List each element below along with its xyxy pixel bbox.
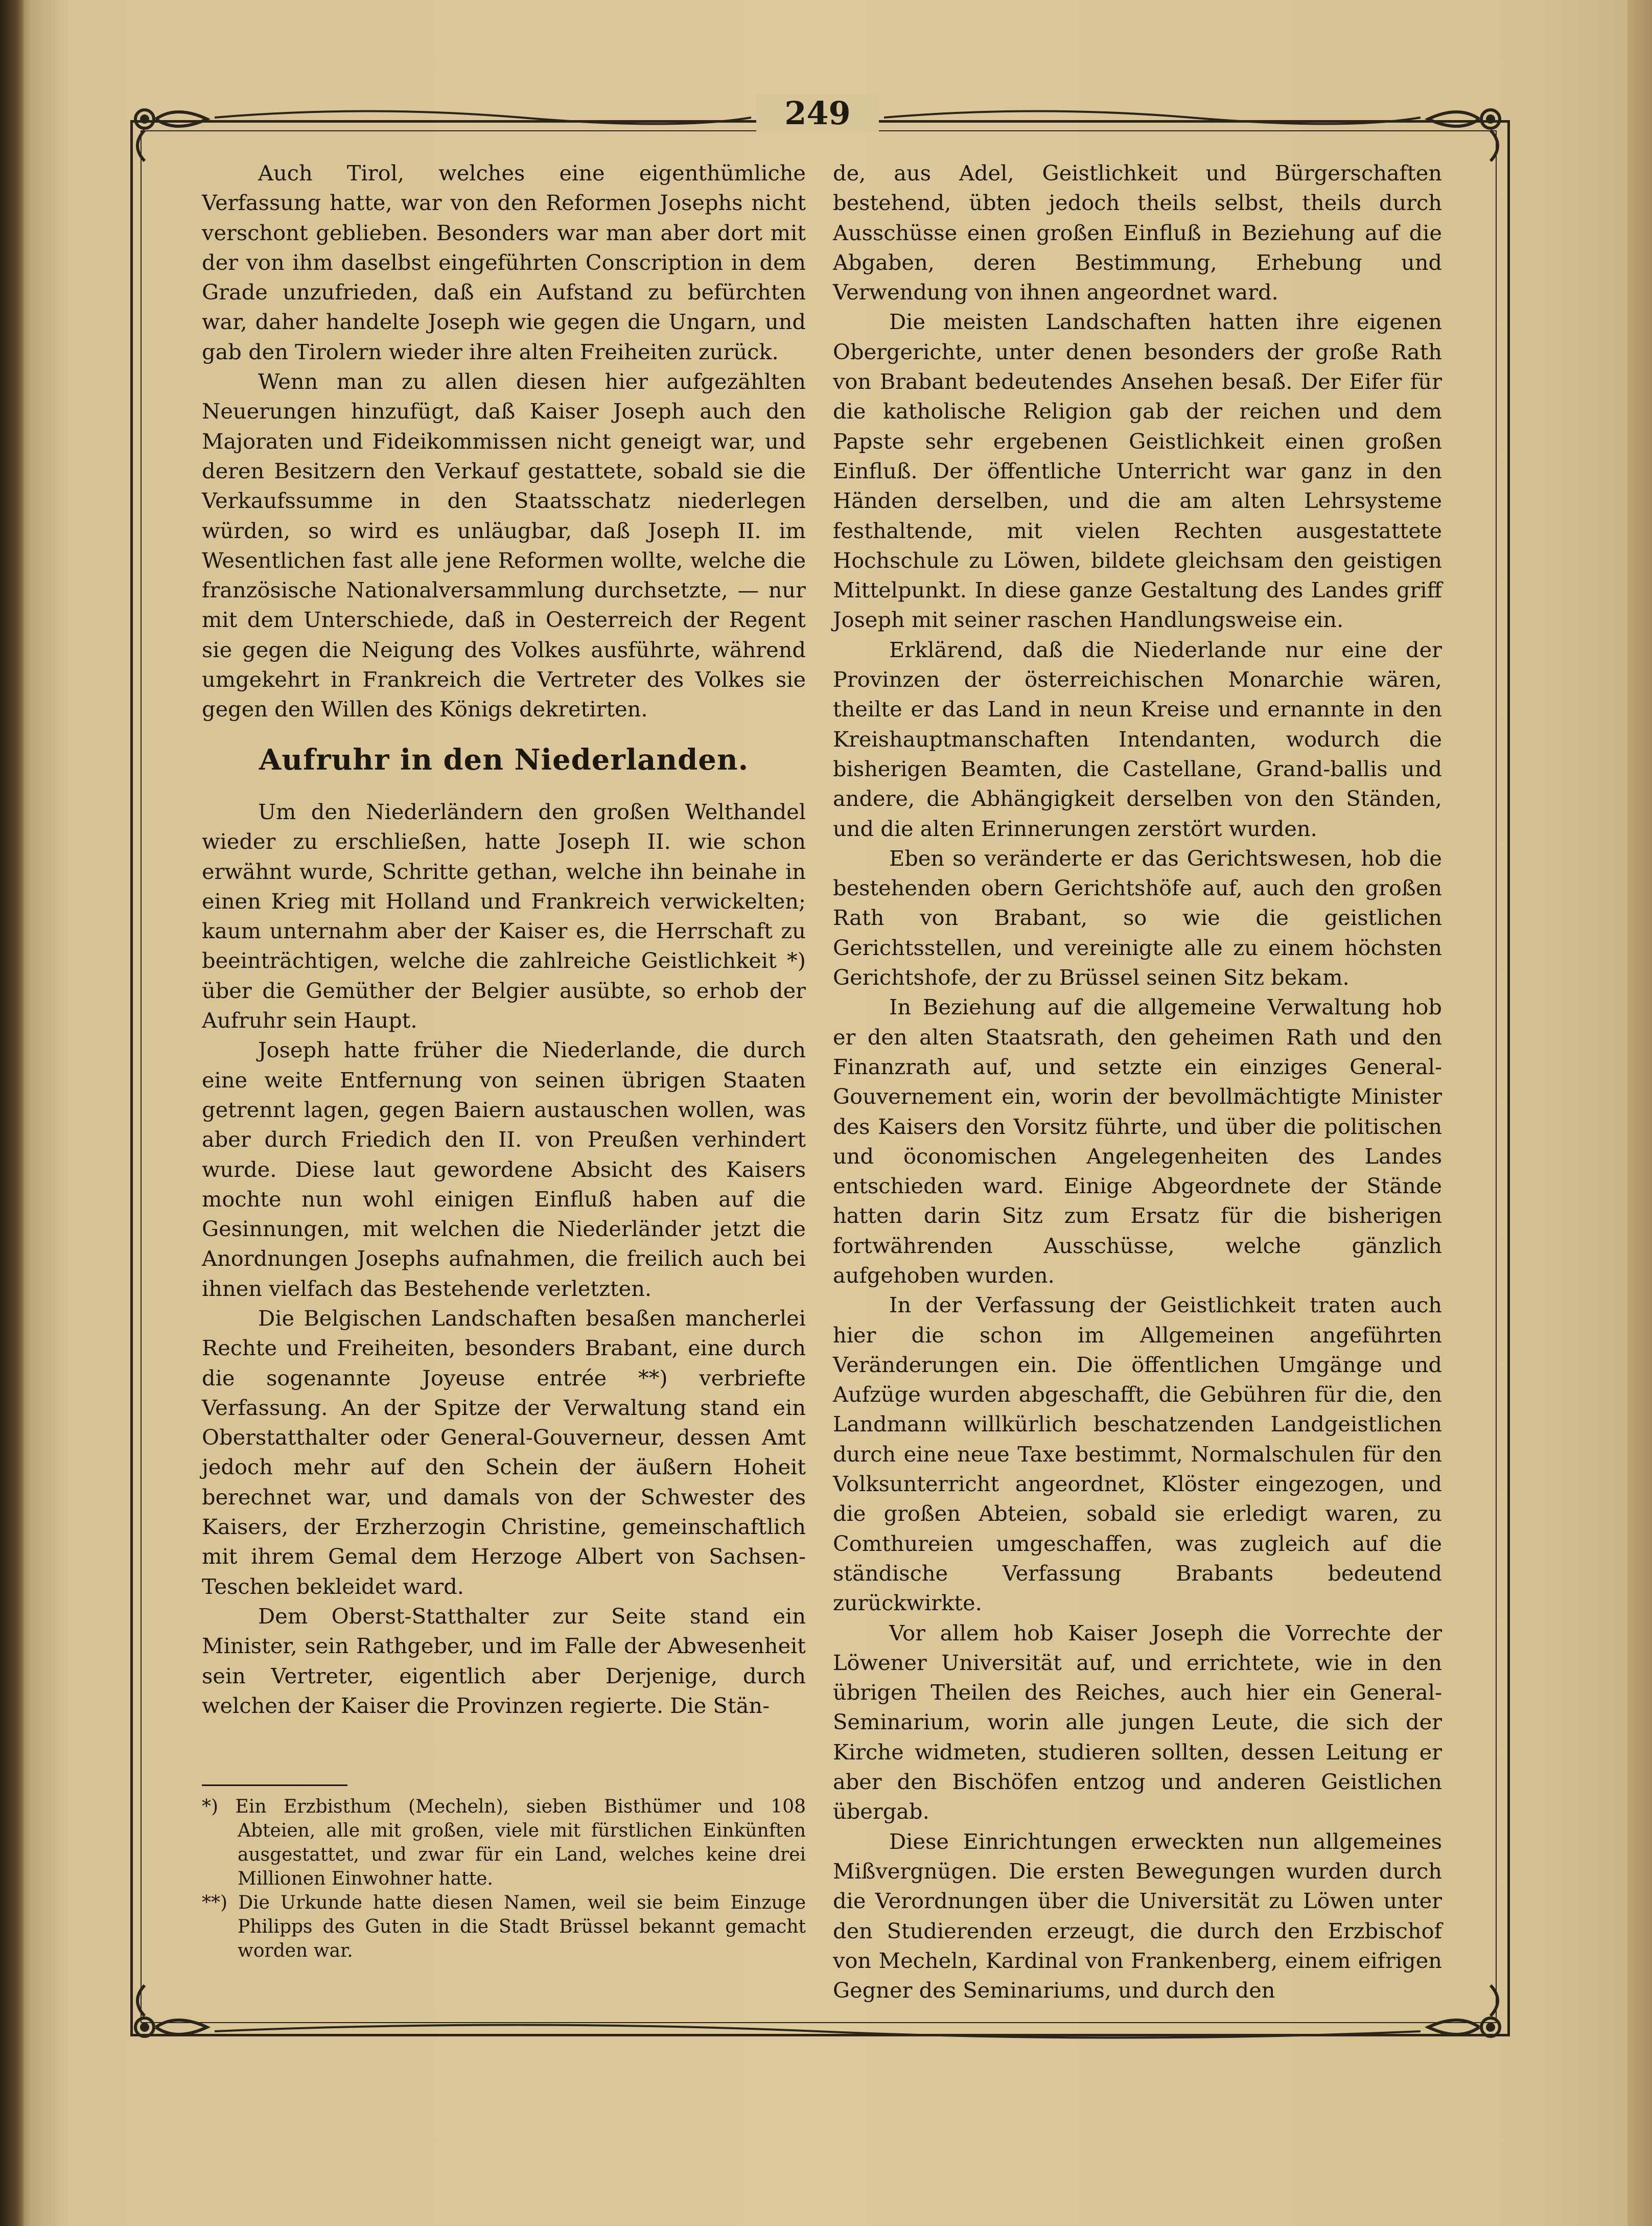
paragraph: Auch Tirol, welches eine eigenthümliche Verfassung hatte, war von den Reformen Josephs nicht verschont geblieben. Besonders war man aber dort mit der von ihm daselbst eingeführten Conscription in dem Grade unzufrieden, daß ein Aufstand zu befürchten war, daher handelte Joseph wie gegen die Ungarn, und gab den Tirolern wieder ihre alten Freiheiten zurück. (202, 160, 806, 364)
paragraph: Eben so veränderte er das Gerichtswesen, hob die bestehenden obern Gerichtshöfe auf, auch den großen Rath von Brabant, so wie die geistlichen Gerichtsstellen, und vereinigte alle zu einem höchsten Gerichtshofe, der zu Brüssel seinen Sitz bekam. (833, 845, 1442, 990)
paragraph: Die meisten Landschaften hatten ihre eigenen Obergerichte, unter denen besonders der große Rath von Brabant bedeutendes Ansehen besaß. Der Eifer für die katholische Religion gab der reichen und dem Papste sehr ergebenen Geistlichkeit einen großen Einfluß. Der öffentliche Unterricht war ganz in den Händen derselben, und die am alten Lehrsysteme festhaltende, mit vielen Rechten ausgestattete Hochschule zu Löwen, bildete gleichsam den geistigen Mittelpunkt. In diese ganze Gestaltung des Landes griff Joseph mit seiner raschen Handlungsweise ein. (833, 309, 1442, 633)
footnotes (202, 1795, 806, 1963)
footnote-divider (202, 1784, 347, 1786)
paragraph: Erklärend, daß die Niederlande nur eine der Provinzen der österreichischen Monarchie wären, theilte er das Land in neun Kreise und ernannte in den Kreishauptmanschaften Intendanten, wodurch die bisherigen Beamten, die Castellane, Grand-ballis und andere, die Abhängigkeit derselben von den Ständen, und die alten Erinnerungen zerstört wurden. (833, 637, 1442, 841)
paragraph: Joseph hatte früher die Niederlande, die durch eine weite Entfernung von seinen übrigen Staaten getrennt lagen, gegen Baiern austauschen wollen, was aber durch Friedich den II. von Preußen verhindert wurde. Diese laut gewordene Absicht des Kaisers mochte nun wohl einigen Einfluß haben auf die Gesinnungen, mit welchen die Niederländer jetzt die Anordnungen Josephs aufnahmen, die freilich auch bei ihnen vielfach das Bestehende verletzten. (202, 1037, 806, 1301)
page-number: 249 (756, 95, 879, 132)
paragraph: Vor allem hob Kaiser Joseph die Vorrechte der Löwener Universität auf, und errichtete, wie in den übrigen Theilen des Reiches, auch hier ein General-Seminarium, worin alle jungen Leute, die sich der Kirche widmeten, studieren sollten, dessen Leitung er aber den Bischöfen entzog und anderen Geistlichen übergab. (833, 1620, 1442, 1824)
paragraph: Die Belgischen Landschaften besaßen mancherlei Rechte und Freiheiten, besonders Brabant, eine durch die sogenannte Joyeuse entrée **) verbriefte Verfassung. An der Spitze der Verwaltung stand ein Oberstatthalter oder General-Gouverneur, dessen Amt jedoch mehr auf den Schein der äußern Hoheit berechnet war, und damals von der Schwester des Kaisers, der Erzherzogin Christine, gemeinschaftlich mit ihrem Gemal dem Herzoge Albert von Sachsen-Teschen bekleidet ward. (202, 1305, 806, 1599)
book-spine (0, 0, 24, 2226)
paragraph: Dem Oberst-Statthalter zur Seite stand ein Minister, sein Rathgeber, und im Falle der Abwesenheit sein Vertreter, eigentlich aber Derjenige, durch welchen der Kaiser die Provinzen regierte. Die Stän- (202, 1603, 806, 1718)
corner-ornament-top-left (125, 100, 215, 164)
section-heading: Aufruhr in den Niederlanden. (259, 743, 749, 777)
footnote: **) Die Urkunde hatte diesen Namen, weil sie beim Einzuge Philipps des Guten in die Stadt Brüssel bekannt gemacht worden war. (202, 1892, 806, 1961)
corner-ornament-top-right (1421, 100, 1510, 164)
page-edge (1627, 0, 1652, 2226)
corner-ornament-bottom-left (125, 1983, 215, 2047)
footer-ornament (215, 2019, 1421, 2044)
paragraph: Diese Einrichtungen erweckten nun allgemeines Mißvergnügen. Die ersten Bewegungen wurden durch die Verordnungen über die Universität zu Löwen unter den Studierenden erzeugt, die durch den Erzbischof von Mecheln, Kardinal von Frankenberg, einem eifrigen Gegner des Seminariums, und durch den (833, 1828, 1442, 2003)
left-column (202, 158, 806, 1721)
paragraph: In Beziehung auf die allgemeine Verwaltung hob er den alten Staatsrath, den geheimen Rath und den Finanzrath auf, und setzte ein einziges General-Gouvernement ein, worin der bevollmächtigte Minister des Kaisers den Vorsitz führte, und über die politischen und öconomischen Angelegenheiten des Landes entschieden ward. Einige Abgeordnete der Stände hatten darin Sitz zum Ersatz für die bisherigen fortwährenden Ausschüsse, welche gänzlich aufgehoben wurden. (833, 994, 1442, 1288)
left-paragraphs-before-heading (202, 158, 806, 725)
paragraph: Um den Niederländern den großen Welthandel wieder zu erschließen, hatte Joseph II. wie schon erwähnt wurde, Schritte gethan, welche ihn beinahe in einen Krieg mit Holland und Frankreich verwickelten; kaum unternahm aber der Kaiser es, die Herrschaft zu beeinträchtigen, welche die zahlreiche Geistlichkeit *) über die Gemüther der Belgier ausübte, so erhob der Aufruhr sein Haupt. (202, 799, 806, 1033)
footnote: *) Ein Erzbisthum (Mecheln), sieben Bisthümer und 108 Abteien, alle mit großen, viele mit fürstlichen Einkünften ausgestattet, und zwar für ein Land, welches keine drei Millionen Einwohner hatte. (202, 1796, 806, 1889)
paragraph: Wenn man zu allen diesen hier aufgezählten Neuerungen hinzufügt, daß Kaiser Joseph auch den Majoraten und Fideikommissen nicht geneigt war, und deren Besitzern den Verkauf gestattete, sobald sie die Verkaufssumme in den Staatsschatz niederlegen würden, so wird es unläugbar, daß Joseph II. im Wesentlichen fast alle jene Reformen wollte, welche die französische Nationalversammlung durchsetzte, — nur mit dem Unterschiede, daß in Oesterreich der Regent sie gegen die Neigung des Volkes ausführte, während umgekehrt in Frankreich die Vertreter des Volkes sie gegen den Willen des Königs dekretirten. (202, 369, 806, 722)
left-paragraphs-after-heading (202, 797, 806, 1721)
right-column (833, 158, 1442, 2005)
paragraph: In der Verfassung der Geistlichkeit traten auch hier die schon im Allgemeinen angeführten Veränderungen ein. Die öffentlichen Umgänge und Aufzüge wurden abgeschafft, die Gebühren für die, den Landmann willkürlich beschatzenden Landgeistlichen durch eine neue Taxe bestimmt, Normalschulen für den Volksunterricht angeordnet, Klöster eingezogen, und die großen Abteien, sobald sie erledigt waren, zu Comthureien umgeschaffen, was zugleich auf die ständische Verfassung Brabants bedeutend zurückwirkte. (833, 1292, 1442, 1616)
paragraph: de, aus Adel, Geistlichkeit und Bürgerschaften bestehend, übten jedoch theils selbst, theils durch Ausschüsse einen großen Einfluß in Beziehung auf die Abgaben, deren Bestimmung, Erhebung und Verwendung von ihnen angeordnet ward. (833, 160, 1442, 305)
